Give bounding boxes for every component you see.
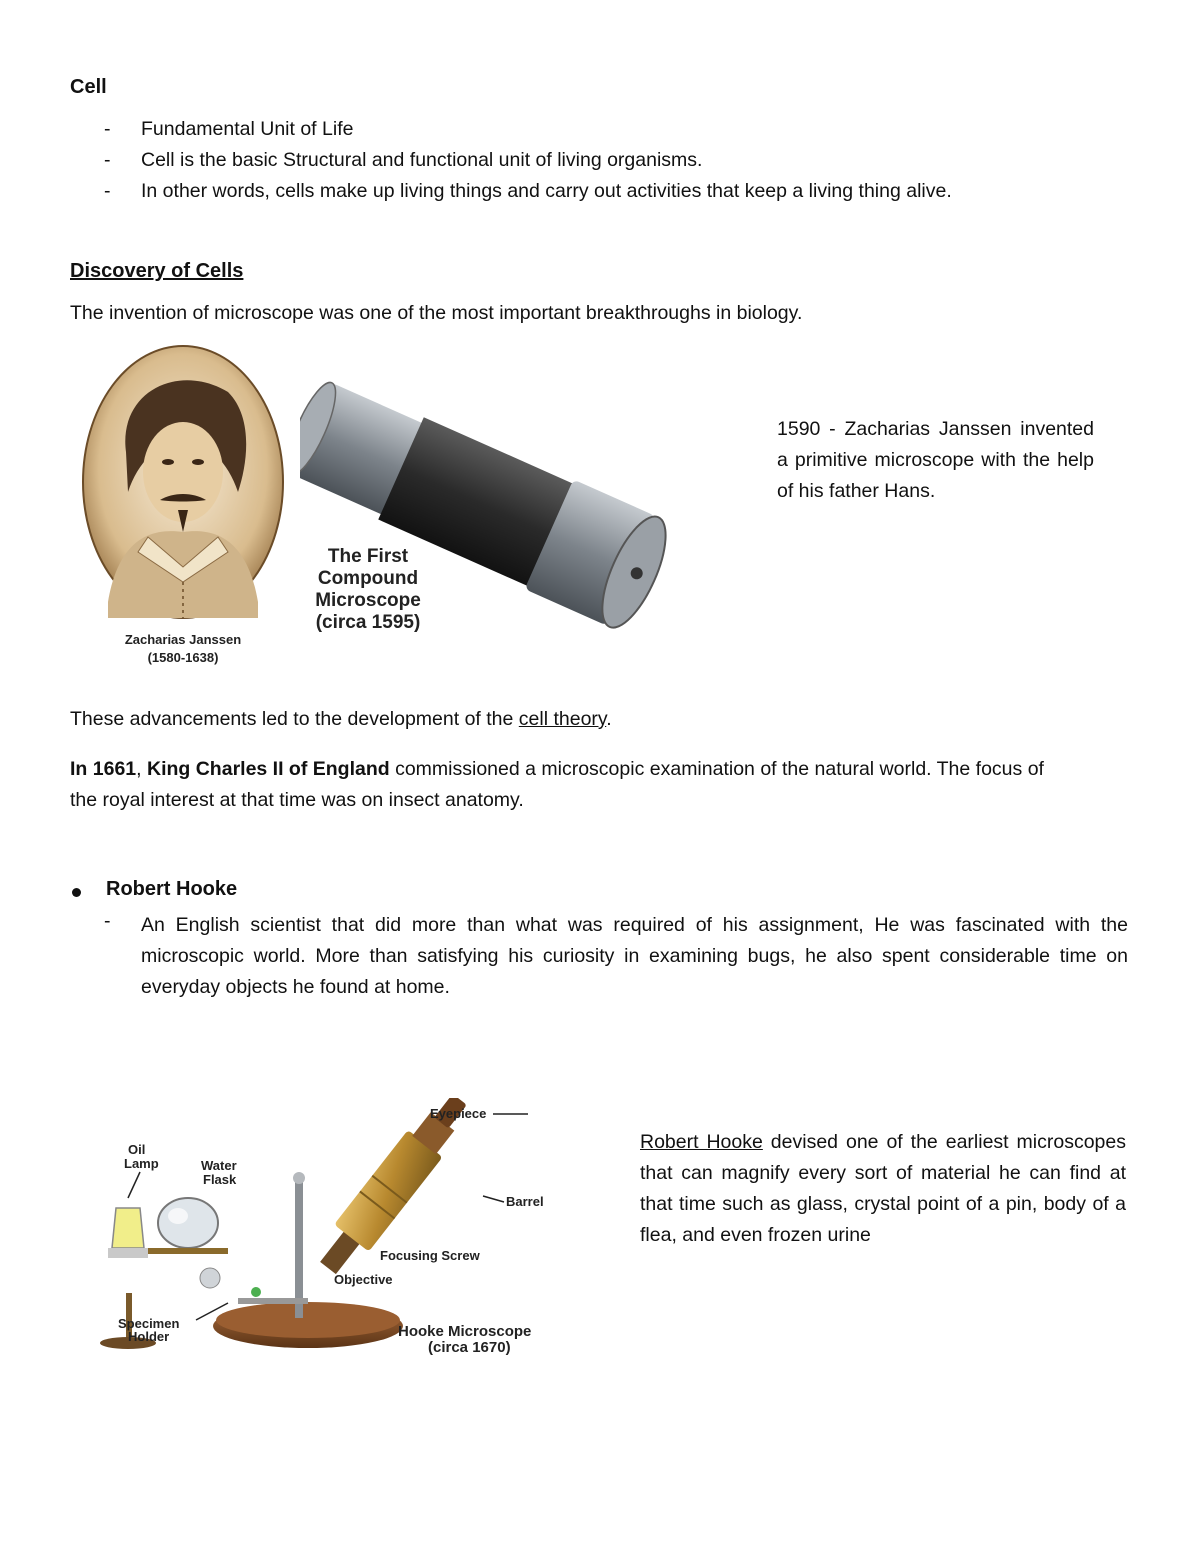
cell-bullet-list [104,114,952,207]
label-oil-lamp-line2: Lamp [124,1156,159,1171]
hooke-dash: - [104,910,111,932]
janssen-caption-dates: (1580-1638) [147,650,219,665]
label-eyepiece: Eyepiece [430,1106,487,1121]
hooke-description: An English scientist that did more than what was required of his assignment, He was fascinated with the microscopic world. More than satisfying his curiosity in examining bugs, he also spent considerable time on everyday objects he found at home. [141,914,1128,998]
label-oil-lamp-line1: Oil [128,1142,146,1157]
microscope-caption-line3: Microscope [315,590,421,611]
hooke-figure-title-line2: (circa 1670) [428,1339,511,1356]
first-compound-microscope-image [300,362,710,642]
microscope-caption-line4: (circa 1595) [315,612,421,633]
list-item: - Fundamental Unit of Life [104,118,354,140]
label-focusing-screw: Focusing Screw [380,1248,480,1263]
cell-theory-sentence: These advancements led to the development of the cell theory. [70,708,612,730]
hooke-heading: Robert Hooke [106,878,238,900]
label-specimen-holder-line1: Specimen [118,1316,180,1331]
cell-theory-term: cell theory [518,708,607,730]
microscope-caption-line2: Compound [317,568,419,589]
label-water-flask-line1: Water [201,1158,237,1173]
hooke-side-name: Robert Hooke [640,1131,763,1153]
charles-paragraph: In 1661, King Charles II of England commissioned a microscopic examination of the natural world. The focus of the royal interest at that time was on insect anatomy. [70,758,1044,811]
list-item: - In other words, cells make up living things and carry out activities that keep a living thing alive. [104,180,952,202]
discovery-intro: The invention of microscope was one of the most important breakthroughs in biology. [70,302,803,324]
janssen-caption-name: Zacharias Janssen [124,632,242,647]
label-objective: Objective [334,1272,393,1287]
janssen-portrait-image [78,342,288,672]
discovery-heading: Discovery of Cells [70,260,244,282]
label-specimen-holder-line2: Holder [128,1329,170,1344]
hooke-side-text: Robert Hooke devised one of the earliest microscopes that can magnify every sort of material he can find at that time such as glass, crystal point of a pin, body of a flea, and even frozen urine [640,1131,1126,1246]
list-item: - Cell is the basic Structural and functional unit of living organisms. [104,149,703,171]
cell-heading: Cell [70,76,107,98]
janssen-side-text: 1590 - Zacharias Janssen invented a primitive microscope with the help of his father Hans. [777,418,1094,502]
hooke-figure-title-line1: Hooke Microscope [398,1323,532,1340]
label-water-flask-line2: Flask [203,1172,237,1187]
microscope-caption-line1: The First [327,546,409,567]
hooke-microscope-image [88,1098,608,1368]
bullet-dot [72,888,81,897]
label-barrel: Barrel [506,1194,544,1209]
